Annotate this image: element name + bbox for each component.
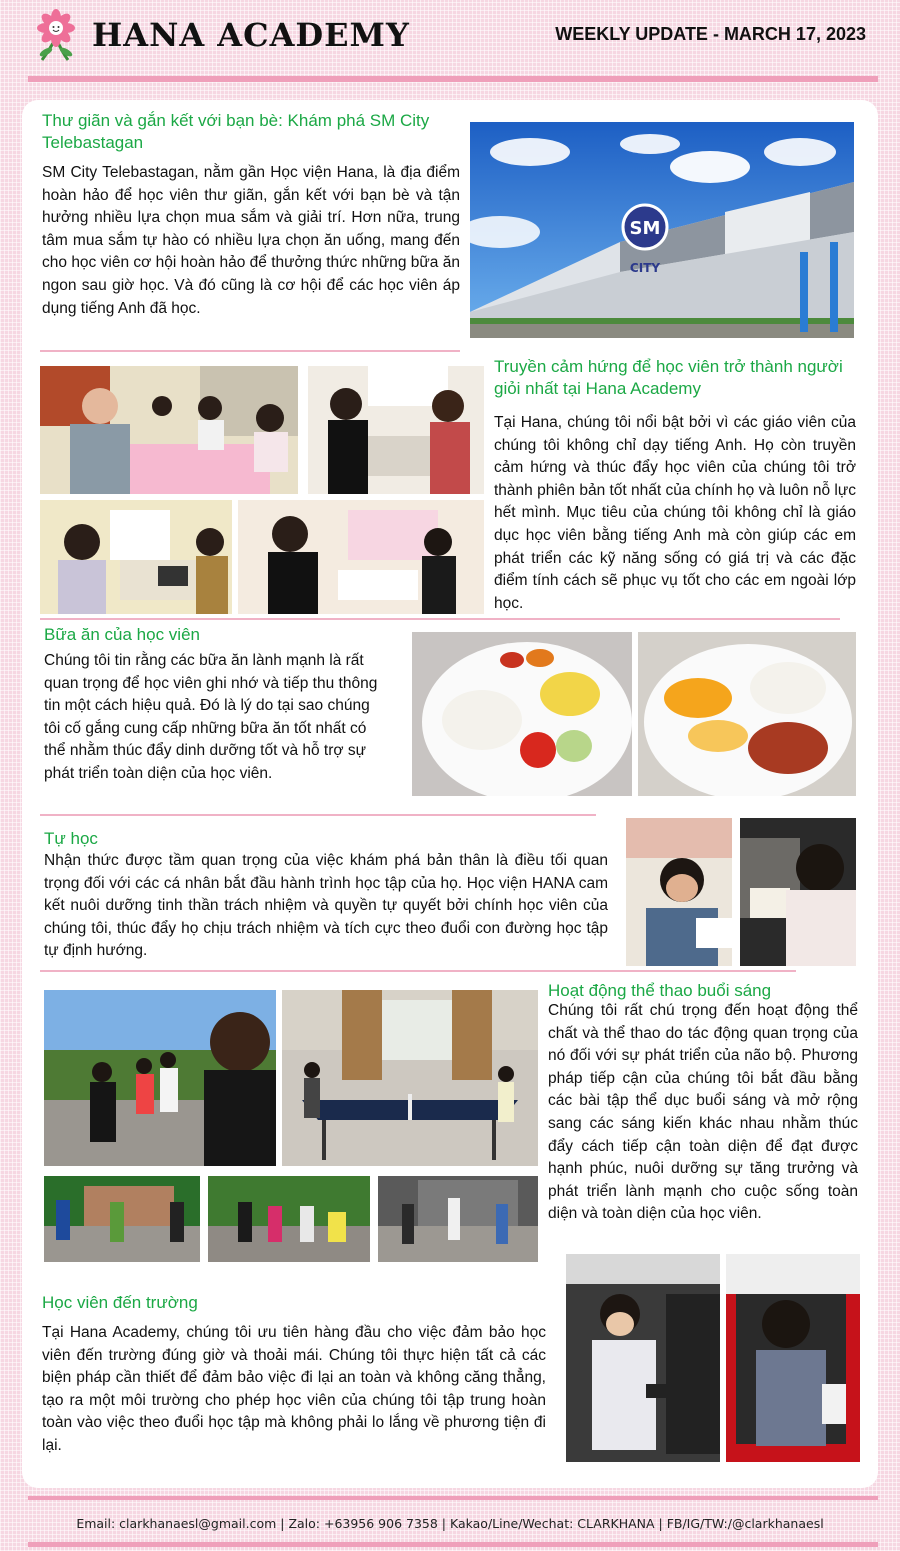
section-body-sm-city: SM City Telebastagan, nằm gần Học viện Hana, là địa điểm hoàn hảo để học viên thư giãn, gắn kết với bạn bè và tận hưởng nhiều lựa chọn mua sắm và giải trí. Hơn nữa, trung tâm mua sắm tự hào có nhiều lựa chọn ăn uống, mang đến cho học viên cơ hội hoàn hảo để thưởng thức những bữa ăn ngon sau giờ học. Và đó cũng là cơ hội để các học viên áp dụng tiếng Anh đã học. xyxy=(42,164,460,317)
girls-study-photo xyxy=(308,366,484,494)
self-study-boy-photo xyxy=(626,818,732,966)
section-body-meals: Chúng tôi tin rằng các bữa ăn lành mạnh là rất quan trọng để học viên ghi nhớ và tiếp thu thông tin một cách hiệu quả. Đó là lý do tại sao chúng tôi cố gắng cung cấp những bữa ăn tốt nhất có thể nhằm thúc đẩy dinh dưỡng tốt và hỗ trợ sự phát triển toàn diện của học viên. xyxy=(44,652,378,782)
car-student-photo-2 xyxy=(726,1254,860,1462)
sm-sign-subtext: CITY xyxy=(629,261,661,275)
section-title-sports: Hoạt động thể thao buổi sáng xyxy=(548,981,772,1000)
section-title-inspire: Truyền cảm hứng để học viên trở thành người giỏi nhất tại Hana Academy xyxy=(494,357,843,398)
page-header xyxy=(0,0,900,80)
school-name: HANA ACADEMY xyxy=(92,16,410,54)
section-body-commute: Tại Hana Academy, chúng tôi ưu tiên hàng đầu cho việc đảm bảo học viên đến trường đúng giờ và thoải mái. Chúng tôi thực hiện tất cả các biện pháp cần thiết để đảm bảo việc đi lại an toàn và không căng thẳng, tạo ra một môi trường cho phép học viên của chúng tôi tập trung hoàn toàn vào việc theo đuổi học tập mà không phải lo lắng về phương tiện đi lại. xyxy=(42,1324,546,1454)
section-divider xyxy=(40,618,840,620)
table-tennis-photo xyxy=(282,990,538,1166)
section-title-self-study: Tự học xyxy=(44,829,98,848)
section-title-sm-city: Thư giãn và gắn kết với bạn bè: Khám phá SM City Telebastagan xyxy=(42,111,430,152)
outdoor-play-photo-3 xyxy=(378,1176,538,1262)
section-title-meals: Bữa ăn của học viên xyxy=(44,625,200,644)
meal-plate-photo-1 xyxy=(412,632,632,796)
weekly-update-date: WEEKLY UPDATE - MARCH 17, 2023 xyxy=(555,24,866,44)
contact-footer: Email: clarkhanaesl@gmail.com | Zalo: +63956 906 7358 | Kakao/Line/Wechat: CLARKHANA | FB/IG/TW:/@clarkhanaesl xyxy=(76,1516,824,1531)
footer-divider xyxy=(28,1496,878,1500)
bottom-divider xyxy=(28,1542,878,1547)
section-divider xyxy=(40,814,596,816)
car-student-photo-1 xyxy=(566,1254,720,1462)
header-divider xyxy=(28,76,878,82)
self-study-girl-photo xyxy=(740,818,856,966)
section-body-self-study: Nhận thức được tầm quan trọng của việc khám phá bản thân là điều tối quan trọng đối với các cá nhân bắt đầu hành trình học tập của họ. Học viện HANA cam kết nuôi dưỡng tinh thần trách nhiệm và quyền tự quyết bởi chính học viên của chúng tôi, thúc đẩy họ chịu trách nhiệm và tích cực theo đuổi con đường học tập tự định hướng. xyxy=(44,852,608,960)
teacher-student-photo xyxy=(238,500,484,614)
section-divider xyxy=(40,350,460,352)
teacher-class-photo xyxy=(40,366,298,494)
student-laptop-photo xyxy=(40,500,232,614)
sm-sign-text: SM xyxy=(629,218,661,239)
sm-city-mall-photo xyxy=(470,122,854,338)
section-title-commute: Học viên đến trường xyxy=(42,1293,198,1312)
section-divider xyxy=(40,970,796,972)
section-body-inspire: Tại Hana, chúng tôi nổi bật bởi vì các giáo viên của chúng tôi không chỉ dạy tiếng Anh. Họ còn truyền cảm hứng và thúc đẩy học viên của chúng tôi trở thành phiên bản tốt nhất của chính họ và luôn nỗ lực hết mình. Mục tiêu của chúng tôi không chỉ là giáo dục học viên bằng tiếng Anh mà còn giúp các em phát triển các kỹ năng sống có giá trị và các đặc điểm tính cách sẽ phục vụ tốt cho các em ngoài lớp học. xyxy=(494,414,856,612)
morning-exercise-selfie-photo xyxy=(44,990,276,1166)
section-body-sports: Chúng tôi rất chú trọng đến hoạt động thể chất và thể thao do tác động quan trọng của nó đối với sự phát triển của não bộ. Phương pháp tiếp cận của chúng tôi bắt đầu bằng các bài tập thể dục buổi sáng và mở rộng sang các sáng kiến khác nhau nhằm thúc đẩy cách tiếp cận toàn diện để đạt được hạnh phúc, nuôi dưỡng sự tăng trưởng và phát triển lành mạnh cho cuộc sống toàn diện và toàn diện của học viên. xyxy=(548,1002,858,1223)
meal-plate-photo-2 xyxy=(638,632,856,796)
outdoor-play-photo-1 xyxy=(44,1176,200,1262)
flower-logo-icon xyxy=(28,8,84,64)
outdoor-play-photo-2 xyxy=(208,1176,370,1262)
